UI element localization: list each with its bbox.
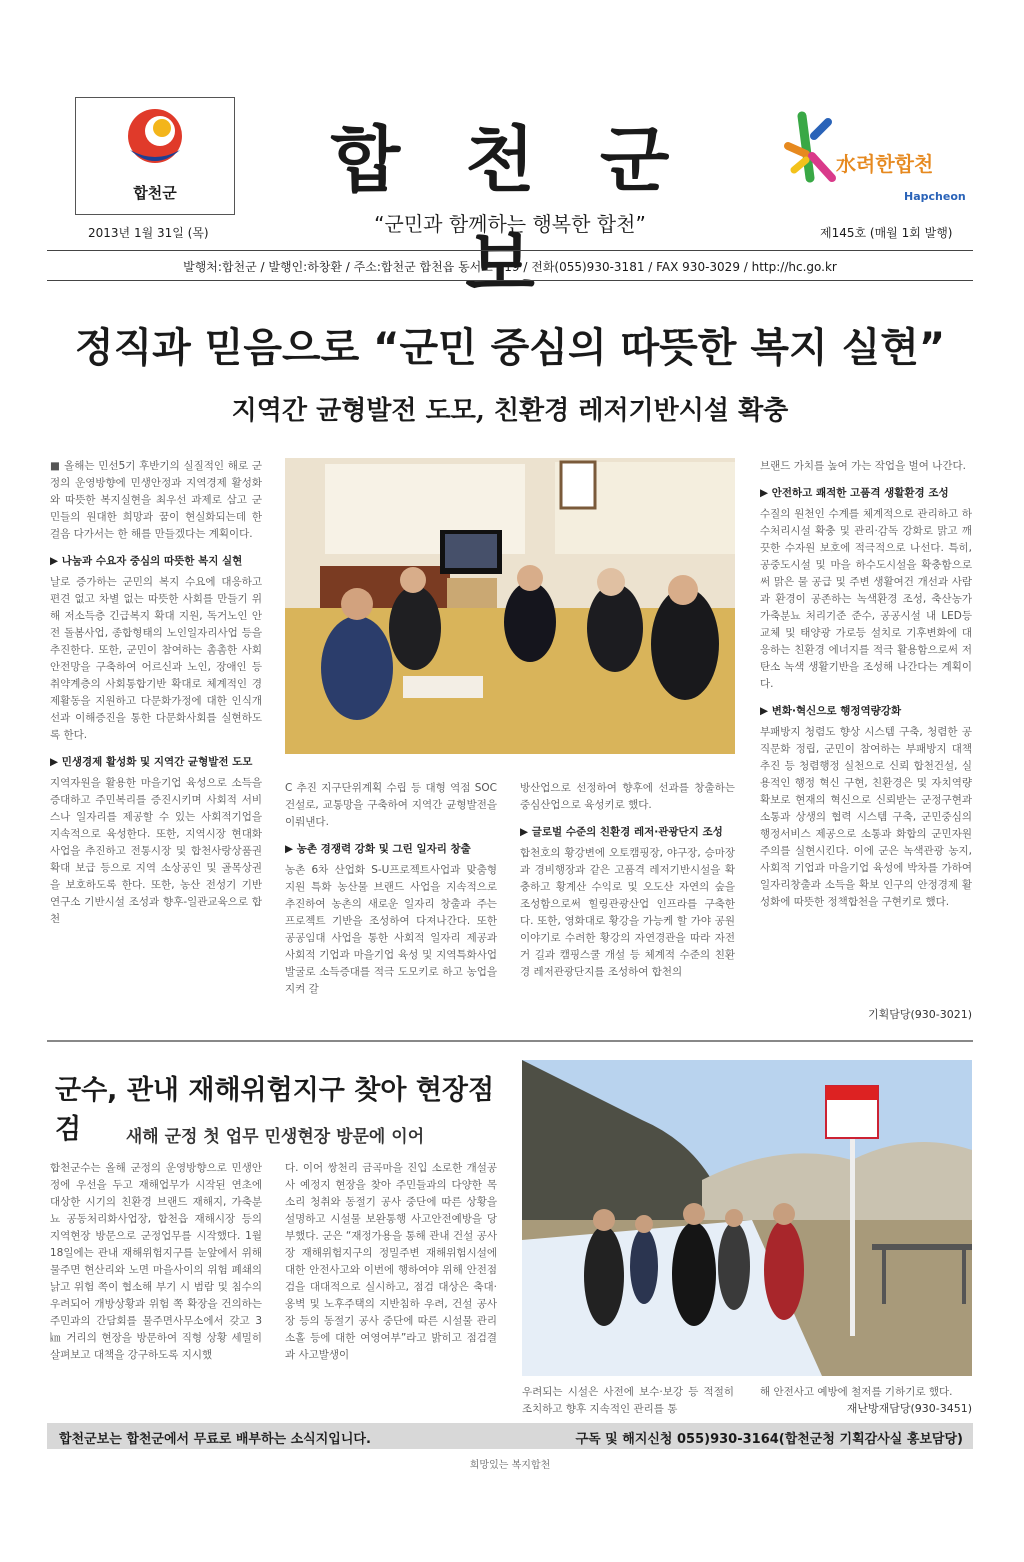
section-heading: ▶ 민생경제 활성화 및 지역간 균형발전 도모 [50,756,253,768]
article-column-4 [760,458,972,1008]
site-inspection-photo [522,1060,972,1376]
article-column-2 [285,1160,497,1398]
article-paragraph: 방산업으로 선정하여 향후에 선과를 창출하는 중심산업으로 육성키로 했다. [520,782,735,811]
article-paragraph: 수질의 원천인 수계를 체계적으로 관리하고 하수처리시설 확충 및 관리·감독 강화로 맑고 깨끗한 수자원 보호에 적극적으로 나선다. 특히, 공중도시설 및 마을 하수도시설을 확충함으로써 맑은 물 공급 및 주변 생활여건 개선과 사람과 환경이 공존하는 녹색환경 조성, 축산농가 가축분뇨 처리기준 준수, 공공시설 내 LED등 교체 및 태양광 가로등 설치로 기후변화에 대응하는 친환경 에너지를 적극 활용함으로써 저탄소 녹색 생활기반을 조성해 나간다는 계획이다. [760,508,972,690]
article-column-2 [285,780,497,1025]
divider [47,280,973,281]
meeting-photo-image [285,458,735,754]
county-emblem-icon [124,106,186,178]
byline: 기획담당(930-3021) [867,1008,972,1021]
section-heading: ▶ 안전하고 쾌적한 고품격 생활환경 조성 [760,487,949,499]
article-column-3 [520,780,735,1025]
section-heading: ▶ 변화·혁신으로 행정역량강화 [760,705,902,717]
byline: 재난방재담당(930-3451) [846,1402,972,1415]
article-column-3 [522,1384,734,1418]
article-subheadline: 새해 군정 첫 업무 민생현장 방문에 이어 [125,1127,425,1147]
brand-logo [780,108,980,208]
slogan: “군민과 함께하는 행복한 합천” [374,212,646,236]
footer-slogan: 희망있는 복지합천 [469,1460,551,1471]
article-paragraph: C 추진 지구단위계획 수립 등 대형 역점 SOC 건설로, 교통망을 구축하여 지역간 균형발전을 이뤄낸다. [285,782,497,828]
divider [47,1040,973,1042]
subheadline: 지역간 균형발전 도모, 친환경 레저기반시설 확충 [231,396,789,426]
logo-label: 합천군 [133,184,177,202]
article-paragraph: 우려되는 시설은 사전에 보수·보강 등 적절히 조치하고 향후 지속적인 관리를 통 [522,1386,734,1415]
section-heading: ▶ 글로벌 수준의 친환경 레저·관광단지 조성 [520,826,723,838]
brand-text: 水려한합천 [836,152,934,176]
article-headline: 군수, 관내 재해위험지구 찾아 현장점검 [55,1075,495,1145]
article-paragraph: 해 안전사고 예방에 철저를 기하기로 했다. [760,1386,953,1398]
article-paragraph: 합천군수는 올해 군정의 운영방향으로 민생안정에 우선을 두고 재해업무가 시작된 연초에 대상한 시기의 친환경 브랜드 재해지, 가축분뇨 공동처리화사업장, 합천읍 재해시장 등의 지역현장 방문으로 군정업무를 시작했다. 1월 18일에는 관내 재해위험지구를 눈앞에서 위해 물주면 현산리와 노면 마을사이의 위험 폐쇄의 낡고 위험 쪽이 협소해 부기 시 범람 및 침수의 우려되어 개방상황과 위험 쪽 확장을 건의하는 주민과의 간담회를 물주면사무소에서 갖고 3㎞ 거리의 현장을 방문하여 직형 상황 세밀히 살펴보고 대책을 강구하도록 지시했 [50,1162,262,1361]
section-heading: ▶ 나눔과 수요자 중심의 따뜻한 복지 실현 [50,555,243,567]
meeting-photo [285,458,735,754]
section-heading: ▶ 농촌 경쟁력 강화 및 그린 일자리 창출 [285,843,471,855]
footer-bar [47,1423,973,1449]
brand-roman: Hapcheon [904,190,966,203]
divider [47,250,973,251]
article-paragraph: 브랜드 가치를 높여 가는 작업을 벌여 나간다. [760,460,966,472]
subscription-info: 구독 및 해지신청 055)930-3164(합천군청 기획감사실 홍보담당) [575,1432,963,1447]
article-paragraph: 부패방지 청렴도 향상 시스템 구축, 청렴한 공직문화 정립, 군민이 참여하는 부패방지 대책추진 등 청렴행정 실천으로 신뢰 합천건설, 실용적인 행정 혁신 구현, 친환경은 및 자치역량 확보로 현재의 혁신으로 신뢰받는 군정구현과 소통과 상생의 협력 시스템 구축, 군민중심의 행정서비스 제공으로 소통과 화합의 군민자원주의를 실현시킨다. 이에 군은 녹색관광 농지, 사회적 기업과 마을기업 육성에 박차를 가하여 일자리창출과 소득을 확보 인구의 안정경제 활성화에 따뜻한 정책합천을 구현키로 했다. [760,726,972,908]
publisher-info: 발행처:합천군 / 발행인:하창환 / 주소:합천군 합천읍 동서로 119 / 전화(055)930-3181 / FAX 930-3029 / http://hc.go.kr [183,260,837,274]
footer-note: 합천군보는 합천군에서 무료로 배부하는 소식지입니다. [59,1432,371,1447]
article-paragraph: 날로 증가하는 군민의 복지 수요에 대응하고 편견 없고 차별 없는 따뜻한 사회를 만들기 위해 저소득층 긴급복지 확대 지원, 독거노인 안전 돌봄사업, 종합형태의 노인일자리사업 등을 추진한다. 또한, 군민이 참여하는 촘촘한 사회안전망을 구축하여 어르신과 노인, 장애인 등 취약계층의 사회통합기반 확대로 체계적인 경제활동을 지원하고 다문화가정에 대한 인식개선과 이해증진을 통한 다문화사회를 실현하도록 한다. [50,576,262,741]
article-paragraph: 지역자원을 활용한 마을기업 육성으로 소득을 증대하고 주민복리를 증진시키며 사회적 서비스나 일자리를 제공할 수 있는 사회적기업을 지속적으로 육성한다. 또한, 지역시장 현대화 사업을 추진하고 전통시장 및 합천사랑상품권 확대 보급 등으로 지역 소상공인 및 골목상권을 보호하도록 한다. 또한, 농산 전성기 기반 연구소 기반시설 조성과 향후-일관교육으로 합천 [50,777,262,925]
county-logo [75,97,235,215]
headline: 정직과 믿음으로 “군민 중심의 따뜻한 복지 실현” [74,325,946,371]
article-paragraph: 다. 이어 쌍천리 금곡마을 진입 소로한 개설공사 예정지 현장을 찾아 주민들과의 다양한 목소리 청취와 동절기 공사 중단에 따른 상황을 설명하고 시설물 보완통행 사고안전예방을 당부했다. 군은 “재정가용을 통해 관내 건설 공사장 재해위험지구의 정밀주변 재해위험시설에 대한 안전사고와 이번에 행하여야 위해 안전점검을 대대적으로 실시하고, 점검 대상은 축대·옹벽 및 노후주택의 지반침하 우려, 건설 공사장 등의 동절기 공사 중단에 따른 시설물 관리소홀 등에 대한 여영여부”라고 밝히고 점검결과 사고발생이 [285,1162,497,1361]
article-column-1 [50,1160,262,1398]
article-column-1 [50,458,262,1026]
article-paragraph: ■ 올해는 민선5기 후반기의 실질적인 해로 군정의 운영방향에 민생안정과 지역경제 활성화와 따뜻한 복지실현을 최우선 과제로 삼고 군민들의 원대한 희망과 꿈이 현실화되는데 한 걸음 다가서는 한 해를 만들겠다는 계획이다. [50,460,262,540]
article-paragraph: 농촌 6차 산업화 S-U프로젝트사업과 맞춤형 지원 특화 농산물 브랜드 사업을 지속적으로 추진하여 농촌의 새로운 일자리 창출과 주는 프로젝트 기반을 조성하여 다져나간다. 또한 공공임대 사업을 통한 사회적 일자리 제공과 사회적 기업과 마을기업 육성 및 지역특화사업 발굴로 소득증대를 적극 도모키로 하고 농업을 지켜 갈 [285,864,497,995]
article-paragraph: 합천호의 황강변에 오토캠핑장, 야구장, 승마장과 경비행장과 같은 고품격 레저기반시설을 확충하고 황계산 수익로 및 오도산 자연의 숲을 조성함으로써 힐링관광산업 인프라를 구축한다. 또한, 영화대로 황강을 가능케 할 가야 공원 이야기로 수려한 황강의 자연경관을 따라 자전거 길과 캠핑스쿨 개설 등 체계적 수준의 친환경 레저관광단지를 조성하여 합천의 [520,847,735,978]
site-inspection-image [522,1060,972,1376]
newspaper-title: 합 천 군 보 [330,118,690,306]
issue-date: 2013년 1월 31일 (목) [88,226,209,240]
issue-number: 제145호 (매월 1회 발행) [820,226,953,240]
